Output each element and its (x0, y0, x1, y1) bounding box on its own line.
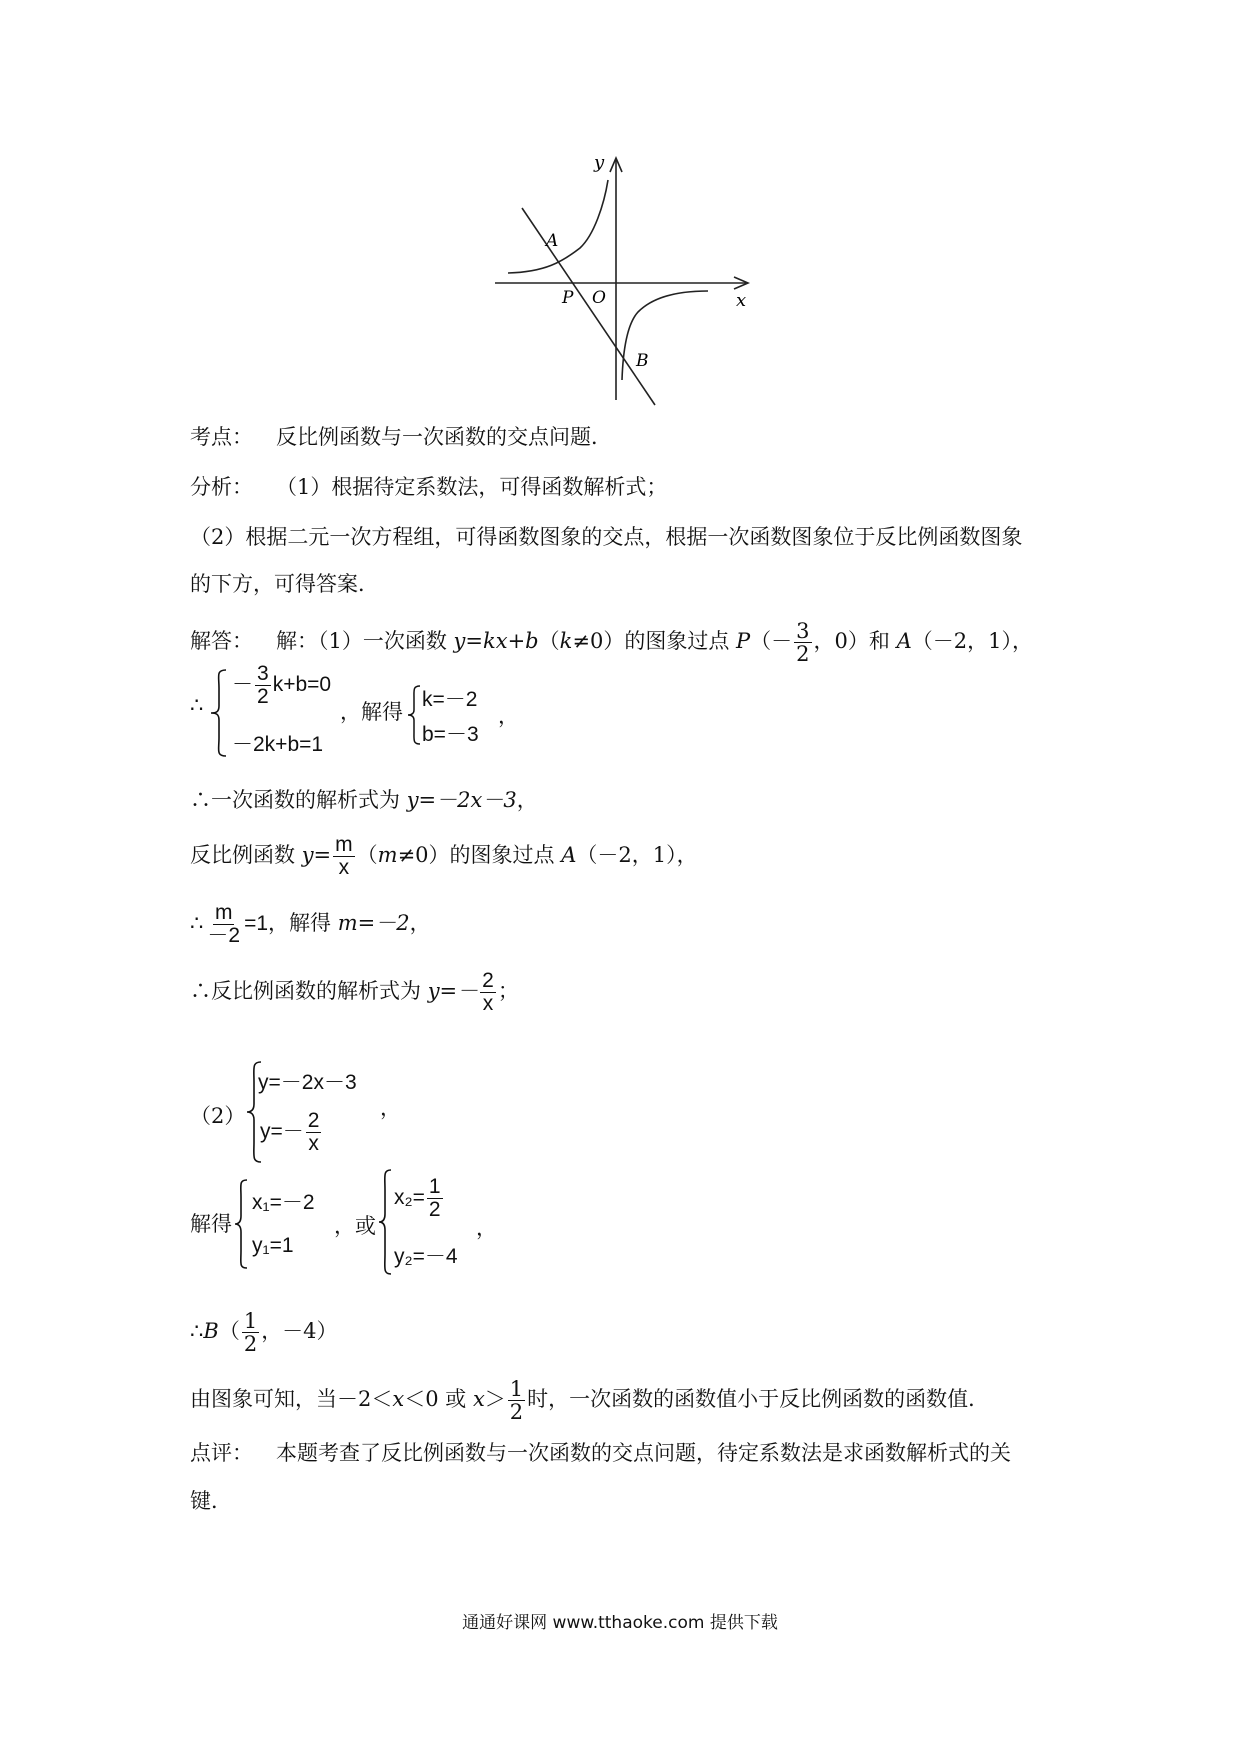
sys2-r2a: y=－ (260, 1120, 304, 1144)
sys2-row-1: y=－2x－3 (258, 1071, 357, 1094)
frac-sys2 (306, 1110, 322, 1155)
label-x: x (736, 290, 747, 311)
frac-num: m (335, 833, 353, 856)
jiede-label: 解得 (190, 1212, 232, 1236)
sol3-end: ， (476, 1216, 497, 1240)
jieda-s2a: ∴一次函数的解析式为 (190, 788, 407, 812)
jieda-s7a: 由图象可知，当－2＜ (190, 1387, 393, 1411)
frac-den: x (338, 856, 350, 879)
huo-text: ，或 (334, 1214, 376, 1238)
jieda-s4e: ， (409, 911, 431, 935)
jieda-s3a: 反比例函数 (190, 843, 302, 867)
jieda-s1f: P (736, 629, 751, 653)
frac-num: m (214, 901, 233, 924)
jieda-s7b: x (392, 1387, 405, 1411)
jieda-label: 解答： (190, 629, 253, 653)
jieda-s3g: （－2，1）， (576, 843, 698, 867)
jieda-s1i: A (896, 629, 912, 653)
frac-m-neg2 (205, 902, 242, 947)
label-B: B (636, 351, 649, 371)
part2-label: （2） (190, 1104, 246, 1128)
jieda-s1h: ，0）和 (813, 629, 897, 653)
jieda-line-6 (190, 1310, 338, 1355)
jieda-s7f: 时，一次函数的函数值小于反比例函数的函数值． (527, 1387, 990, 1411)
fenxi-text-1: （1）根据待定系数法，可得函数解析式； (276, 475, 668, 499)
sys2-row-2 (260, 1110, 323, 1155)
fenxi-label: 分析： (190, 475, 253, 499)
jieda-s6a: ∴ (190, 1319, 204, 1343)
sol3-row-2: y₂=－4 (394, 1245, 458, 1268)
jieda-line-4 (190, 902, 431, 947)
jieda-s1d: k (559, 629, 573, 653)
fenxi-line-2: （2）根据二元一次方程组，可得函数图象的交点，根据一次函数图象位于反比例函数图象 (190, 525, 1023, 549)
jieda-s3b: y= (301, 843, 332, 867)
jieda-s1j: （－2，1）， (911, 629, 1033, 653)
frac-den: 2 (428, 1198, 441, 1221)
jieda-s5a: ∴反比例函数的解析式为 (190, 979, 428, 1003)
jieda-s7c: ＜0 或 (404, 1387, 473, 1411)
frac-1-2-b (242, 1310, 259, 1355)
jieda-s1c: （ (538, 629, 560, 653)
jieda-s6c: （ (218, 1319, 240, 1343)
frac-den: x (308, 1132, 319, 1155)
hyperbola-branch-right (622, 291, 708, 380)
sol1-end: ， (498, 704, 519, 728)
jieda-s3d: m (377, 843, 398, 867)
hyperbola-branch-left (508, 180, 608, 273)
dianping-label: 点评： (190, 1441, 253, 1465)
sol1-row-1: k=－2 (422, 688, 478, 711)
left-brace-4 (232, 1178, 250, 1270)
jieda-s2b: y=－2x－3 (406, 788, 517, 812)
kaodian-line (190, 422, 612, 452)
therefore-1: ∴ (190, 693, 204, 717)
sys1-r1b: k+b=0 (272, 673, 332, 697)
jieda-s4a: ∴ (190, 911, 204, 935)
jieda-s1e: ≠0）的图象过点 (572, 629, 736, 653)
fenxi-line-3: 的下方，可得答案． (190, 572, 379, 596)
left-brace-2 (406, 684, 422, 746)
sol3-row-1 (394, 1176, 445, 1221)
jieda-line-1 (190, 620, 1033, 665)
label-O: O (592, 288, 606, 308)
sol2-row-2: y₁=1 (252, 1234, 294, 1257)
frac-2-x (480, 970, 496, 1015)
sol2-row-1: x₁=－2 (252, 1191, 315, 1214)
jieda-s5c: ； (497, 979, 519, 1003)
frac-den: 2 (509, 1400, 524, 1424)
label-P: P (562, 288, 574, 308)
jieda-s4c: ，解得 (268, 911, 338, 935)
dianping-line-2: 键． (190, 1489, 232, 1513)
sys1-row-1 (232, 663, 331, 708)
frac-sol3 (427, 1176, 443, 1221)
kaodian-text: 反比例函数与一次函数的交点问题． (276, 425, 612, 449)
jieda-s7e: ＞ (484, 1387, 506, 1411)
jieda-s7d: x (472, 1387, 485, 1411)
frac-den: 2 (257, 685, 269, 708)
sol1-row-2: b=－3 (422, 723, 479, 746)
frac-den: －2 (207, 924, 241, 947)
jieda-s1a: 解：（1）一次函数 (276, 629, 454, 653)
jieda-s5b: y=－ (427, 979, 479, 1003)
jieda-s3f: A (561, 843, 577, 867)
sys2-end: ， (380, 1096, 401, 1120)
jieda-s6d: ，－4） (261, 1319, 338, 1343)
jieda-line-5 (190, 970, 519, 1015)
jieda-s6b: B (203, 1319, 219, 1343)
frac-num: 2 (482, 969, 494, 992)
jieda-s3c: （ (356, 843, 378, 867)
jieda-line-2 (190, 785, 538, 815)
label-A: A (546, 231, 559, 251)
left-brace-1 (208, 668, 230, 758)
left-brace-5 (376, 1168, 394, 1276)
sol3-r1a: x₂= (394, 1186, 425, 1210)
frac-num: 3 (257, 662, 269, 685)
fenxi-line-1 (190, 472, 667, 502)
dianping-line-1 (190, 1438, 1011, 1468)
jieda-line-7 (190, 1378, 989, 1423)
frac-sys1 (255, 663, 271, 708)
dianping-text-1: 本题考查了反比例函数与一次函数的交点问题，待定系数法是求函数解析式的关 (276, 1441, 1011, 1465)
kaodian-label: 考点： (190, 425, 253, 449)
frac-num: 1 (243, 1309, 258, 1333)
page-footer: 通通好课网 www.tthaoke.com 提供下载 (462, 1613, 778, 1633)
jieda-s1g: （－ (750, 629, 793, 653)
function-graph (490, 150, 760, 410)
jieda-line-3 (190, 834, 698, 879)
frac-3-2 (794, 620, 811, 665)
sys1-row-2: －2k+b=1 (232, 733, 324, 756)
frac-den: 2 (796, 642, 810, 666)
frac-den: x (482, 992, 494, 1015)
sys1-mid: ，解得 (340, 700, 403, 724)
frac-num: 3 (796, 619, 810, 643)
label-y: y (594, 152, 605, 173)
frac-num: 1 (509, 1377, 524, 1401)
frac-num: 2 (307, 1109, 320, 1132)
jieda-s4b: =1 (244, 912, 269, 935)
jieda-s3e: ≠0）的图象过点 (397, 843, 562, 867)
jieda-s4d: m=－2 (337, 911, 410, 935)
frac-num: 1 (428, 1175, 441, 1198)
sys1-r1a: － (232, 673, 253, 697)
frac-1-2-c (508, 1378, 525, 1423)
jieda-s2c: ， (516, 788, 538, 812)
frac-m-x (333, 834, 355, 879)
frac-den: 2 (243, 1332, 258, 1356)
jieda-s1b: y=kx+b (453, 629, 539, 653)
